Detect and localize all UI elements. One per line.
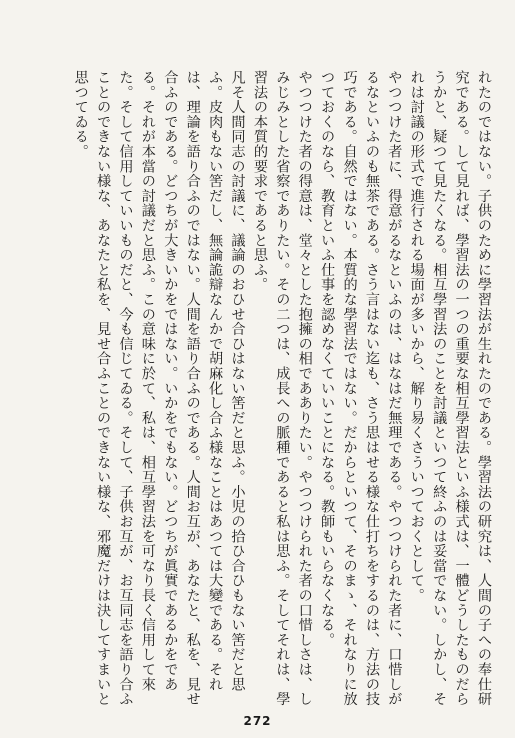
paragraph-1: れたのではない。子供のために學習法が生れたのである。學習法の研究は、人間の子への奉仕研究である。して見れば、學習法の一つの重要な相互學習法といふ様式は、一體どうしたものだらうかと、疑つて見たくなる。相互學習法のことを討議といつて終ふのは妥當でない。しかし、それは討議の形式で進行される場面が多いから、解り易くさういつておくとして。 — [408, 70, 492, 707]
paragraph-4: 凡そ人間同志の討議に、議論のおひせ合ひはない筈だと思ふ。小児の拾ひ合ひもない筈だと思ふ。皮肉もない筈だし、無論詭辯なんかで胡麻化し合ふ様なことはあつては大變である。それは、理論を語り合ふのではない。人間を語り合ふのである。人間お互が、あなたと、私を、見せ合ふのである。どつちが大きいかをではない。いかをでもない。どつちが眞實であるかをである。それが本當の討議だと思ふ。この意味に於て、私は、相互學習法を可なり長く信用して來た。そして信用していいものだと、今も信じてゐる。そして、子供お互が、お互同志を語り合ふことのできない様な、あなたと私を、見せ合ふことのできない様な、邪魔だけは決してすまいと思つてゐる。 — [72, 70, 246, 707]
paragraph-3: やつつけた者の得意は、堂々とした抱擁の相であありたい。やつつけられた者の口惜しさは、しみじみとした省察でありたい。その二つは、成長への脈種であると私は思ふ。そしてそれは、學習法の本質的要求であると思ふ。 — [251, 70, 313, 707]
paragraph-2: やつつけた者に、得意がるなといふのは、はなはだ無理である。やつつけられた者に、口惜しがるなといふのも無茶である。さう言はない迄も、さう思はせる様な仕打ちをするのは、方法の技巧である。自然ではない。本質的な學習法ではない。だからといつて、そのまゝ、それなりに放つておくのなら、教育といふ仕事を認めなくていいことになる。教師もいらなくなる。 — [319, 70, 403, 707]
vertical-text-body — [40, 70, 495, 710]
page-number: 272 — [243, 714, 272, 728]
